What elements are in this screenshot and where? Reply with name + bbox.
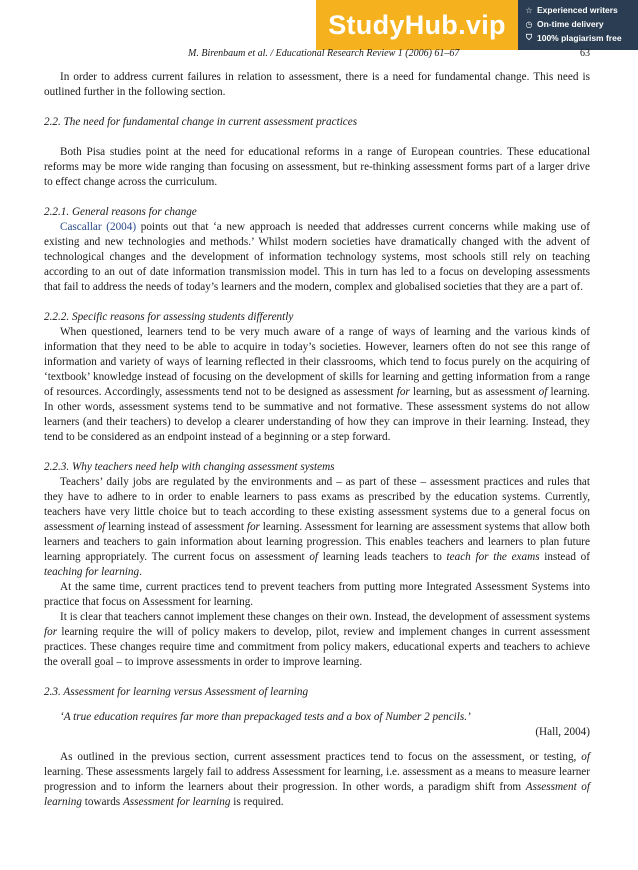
quote-source: (Hall, 2004) bbox=[535, 726, 590, 738]
studyhub-logo[interactable]: StudyHub.vip bbox=[316, 0, 518, 50]
article-body bbox=[44, 70, 590, 810]
feature-label: Experienced writers bbox=[537, 5, 618, 15]
section-heading-2-2: 2.2. The need for fundamental change in current assessment practices bbox=[44, 116, 358, 128]
banner-features bbox=[518, 0, 638, 50]
running-header bbox=[0, 48, 638, 64]
shield-icon: ⛉ bbox=[526, 33, 532, 42]
feature-experienced-writers bbox=[524, 3, 638, 17]
section-heading-2-2-2: 2.2.2. Specific reasons for assessing students differently bbox=[44, 311, 294, 323]
paragraph-2-2-2: When questioned, learners tend to be very much aware of a range of ways of learning and the various kinds of information that they need to be able to acquire in today’s societies. However, learners often do not see this range of information and variety of ways of learning reflected in their classrooms, which tend to focus purely on the acquiring of ‘textbook’ knowledge instead of focusing on the development of skills for learning and getting information from a range of resources. Accordingly, assessments tend not to be designed as assessment for learning, but as assessment of learning. In other words, assessment systems tend to be summative and not formative. These assessment systems do not allow learners (and their teachers) to develop a clearer understanding of how they can improve in their learning. Instead, they tend to be considered as an endpoint instead of a beginning or a step forward. bbox=[44, 326, 590, 443]
feature-on-time-delivery bbox=[524, 17, 638, 31]
paragraph-2-2-3-c: It is clear that teachers cannot implement these changes on their own. Instead, the development of assessment systems for learning require the will of policy makers to develop, pilot, review and implement changes in current assessment practices. These changes require time and commitment from policy makers, educational experts and teachers to achieve the overall goal – to improve assessments in order to improve learning. bbox=[44, 611, 590, 668]
section-heading-2-3: 2.3. Assessment for learning versus Assessment of learning bbox=[44, 686, 309, 698]
intro-paragraph: In order to address current failures in relation to assessment, there is a need for fundamental change. This need is outlined further in the following section. bbox=[44, 71, 590, 98]
paragraph-2-2-1: Cascallar (2004) points out that ‘a new approach is needed that addresses current concerns while making use of existing and new technologies and methods.’ Whilst modern societies have dramatically changed with the advent of technological changes and the development of information technology systems, most schools still rely on teaching according to an out of date information transmission model. This in turn has led to a focus on developing assessments that fail to address the needs of today’s learners and the modern, complex and globalised societies that they are a part of. bbox=[44, 221, 590, 293]
citation-link[interactable]: Cascallar (2004) bbox=[60, 221, 137, 233]
running-title: M. Birenbaum et al. / Educational Research Review 1 (2006) 61–67 bbox=[188, 48, 460, 59]
feature-label: On-time delivery bbox=[537, 19, 604, 29]
page-number: 63 bbox=[580, 48, 590, 59]
section-heading-2-2-3: 2.2.3. Why teachers need help with changing assessment systems bbox=[44, 461, 335, 473]
star-icon: ☆ bbox=[525, 5, 533, 15]
section-heading-2-2-1: 2.2.1. General reasons for change bbox=[44, 206, 197, 218]
paragraph-2-2-3-a: Teachers’ daily jobs are regulated by the environments and – as part of these – assessment practices and rules that they have to adhere to in order to enable learners to pass exams as prescribed by the education systems. Currently, teachers have very little choice but to teach according to these existing assessment systems due to a general focus on assessment of learning instead of assessment for learning. Assessment for learning are assessment systems that allow both learners and teachers to gain information about learning progression. This enables teachers and learners to plan future learning appropriately. The current focus on assessment of learning leads teachers to teach for the exams instead of teaching for learning. bbox=[44, 476, 590, 578]
clock-icon: ◷ bbox=[525, 19, 533, 29]
paragraph-2-3: As outlined in the previous section, current assessment practices tend to focus on the assessment, or testing, of learning. These assessments largely fail to address Assessment for learning, i.e. assessment as a means to measure learner progression and to inform the learners about their progression. In other words, a paradigm shift from Assessment of learning towards Assessment for learning is required. bbox=[44, 751, 590, 808]
feature-plagiarism-free bbox=[524, 31, 638, 45]
studyhub-watermark-banner[interactable] bbox=[316, 0, 638, 50]
epigraph-quote: ‘A true education requires far more than prepackaged tests and a box of Number 2 pencils.’ bbox=[60, 711, 471, 723]
paragraph-2-2: Both Pisa studies point at the need for educational reforms in a range of European countries. These educational reforms may be more wide ranging than focusing on assessment, but re-thinking assessment forms part of a larger drive to effect change across the curriculum. bbox=[44, 146, 590, 188]
paragraph-2-2-3-b: At the same time, current practices tend to prevent teachers from putting more Integrated Assessment Systems into practice that focus on Assessment for learning. bbox=[44, 581, 590, 608]
feature-label: 100% plagiarism free bbox=[537, 33, 622, 43]
